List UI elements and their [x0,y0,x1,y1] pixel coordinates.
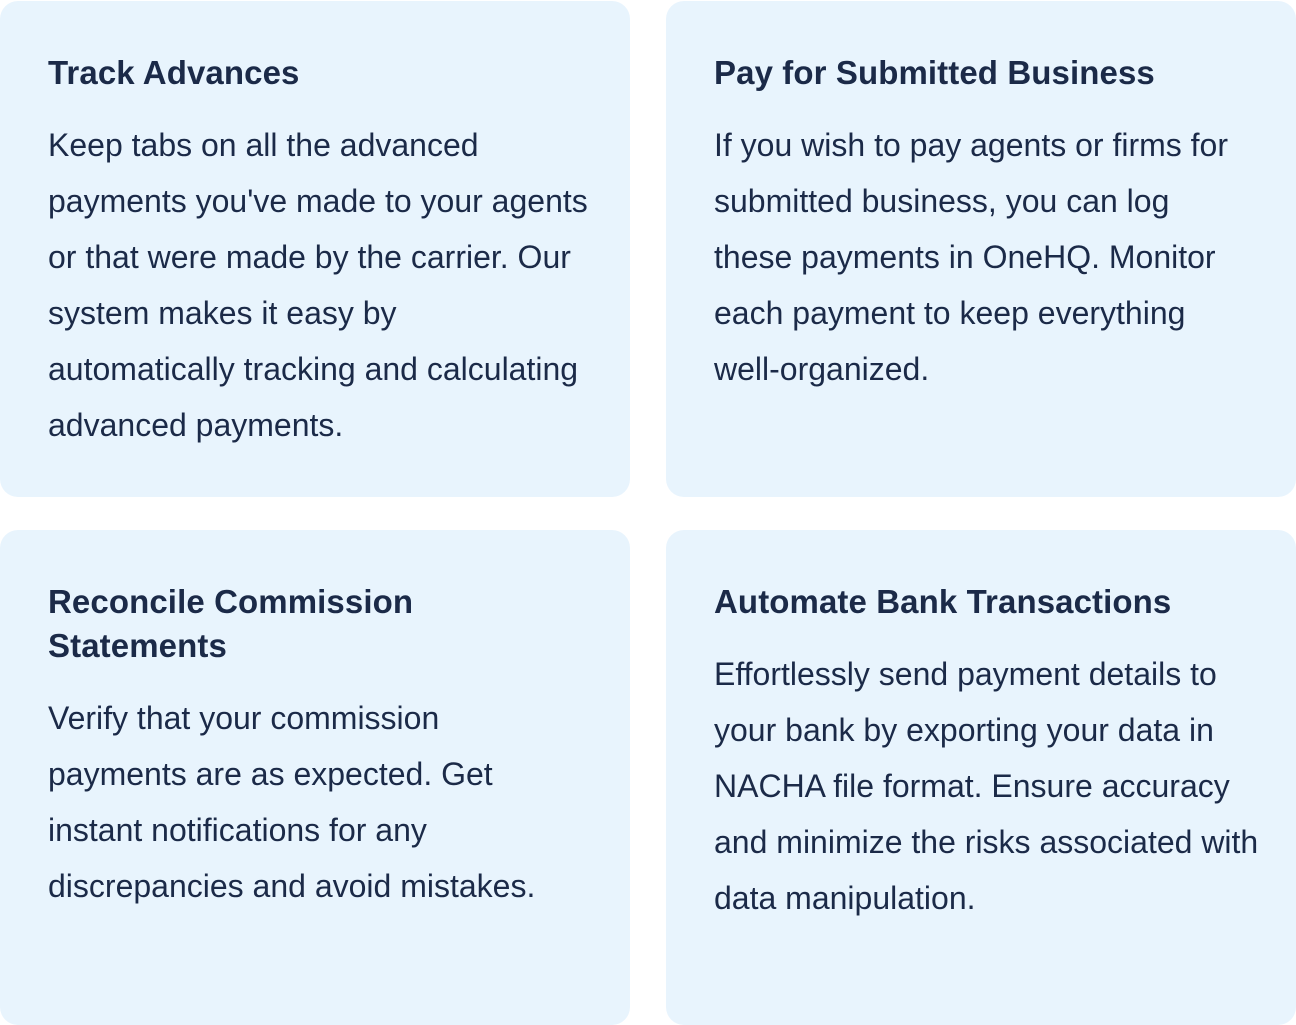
card-description: Verify that your commission payments are as expected. Get instant notifications for any discrepancies and avoid mistakes. [48,700,536,904]
feature-card-pay-submitted-business [666,1,1296,497]
card-description: Keep tabs on all the advanced payments you've made to your agents or that were made by the carrier. Our system makes it easy by automatically tracking and calculating advanced payments. [48,127,588,443]
card-description: If you wish to pay agents or firms for submitted business, you can log these payments in OneHQ. Monitor each payment to keep everything well-organized. [714,127,1228,387]
feature-card-track-advances [0,1,630,497]
card-title: Automate Bank Transactions [714,583,1172,620]
feature-card-automate-bank-transactions [666,530,1296,1025]
card-title: Pay for Submitted Business [714,54,1155,91]
feature-card-reconcile-statements [0,530,630,1025]
card-description: Effortlessly send payment details to your bank by exporting your data in NACHA file format. Ensure accuracy and minimize the risks associated with data manipulation. [714,656,1259,916]
card-title: Track Advances [48,54,300,91]
card-title: Reconcile Commission Statements [48,583,414,664]
